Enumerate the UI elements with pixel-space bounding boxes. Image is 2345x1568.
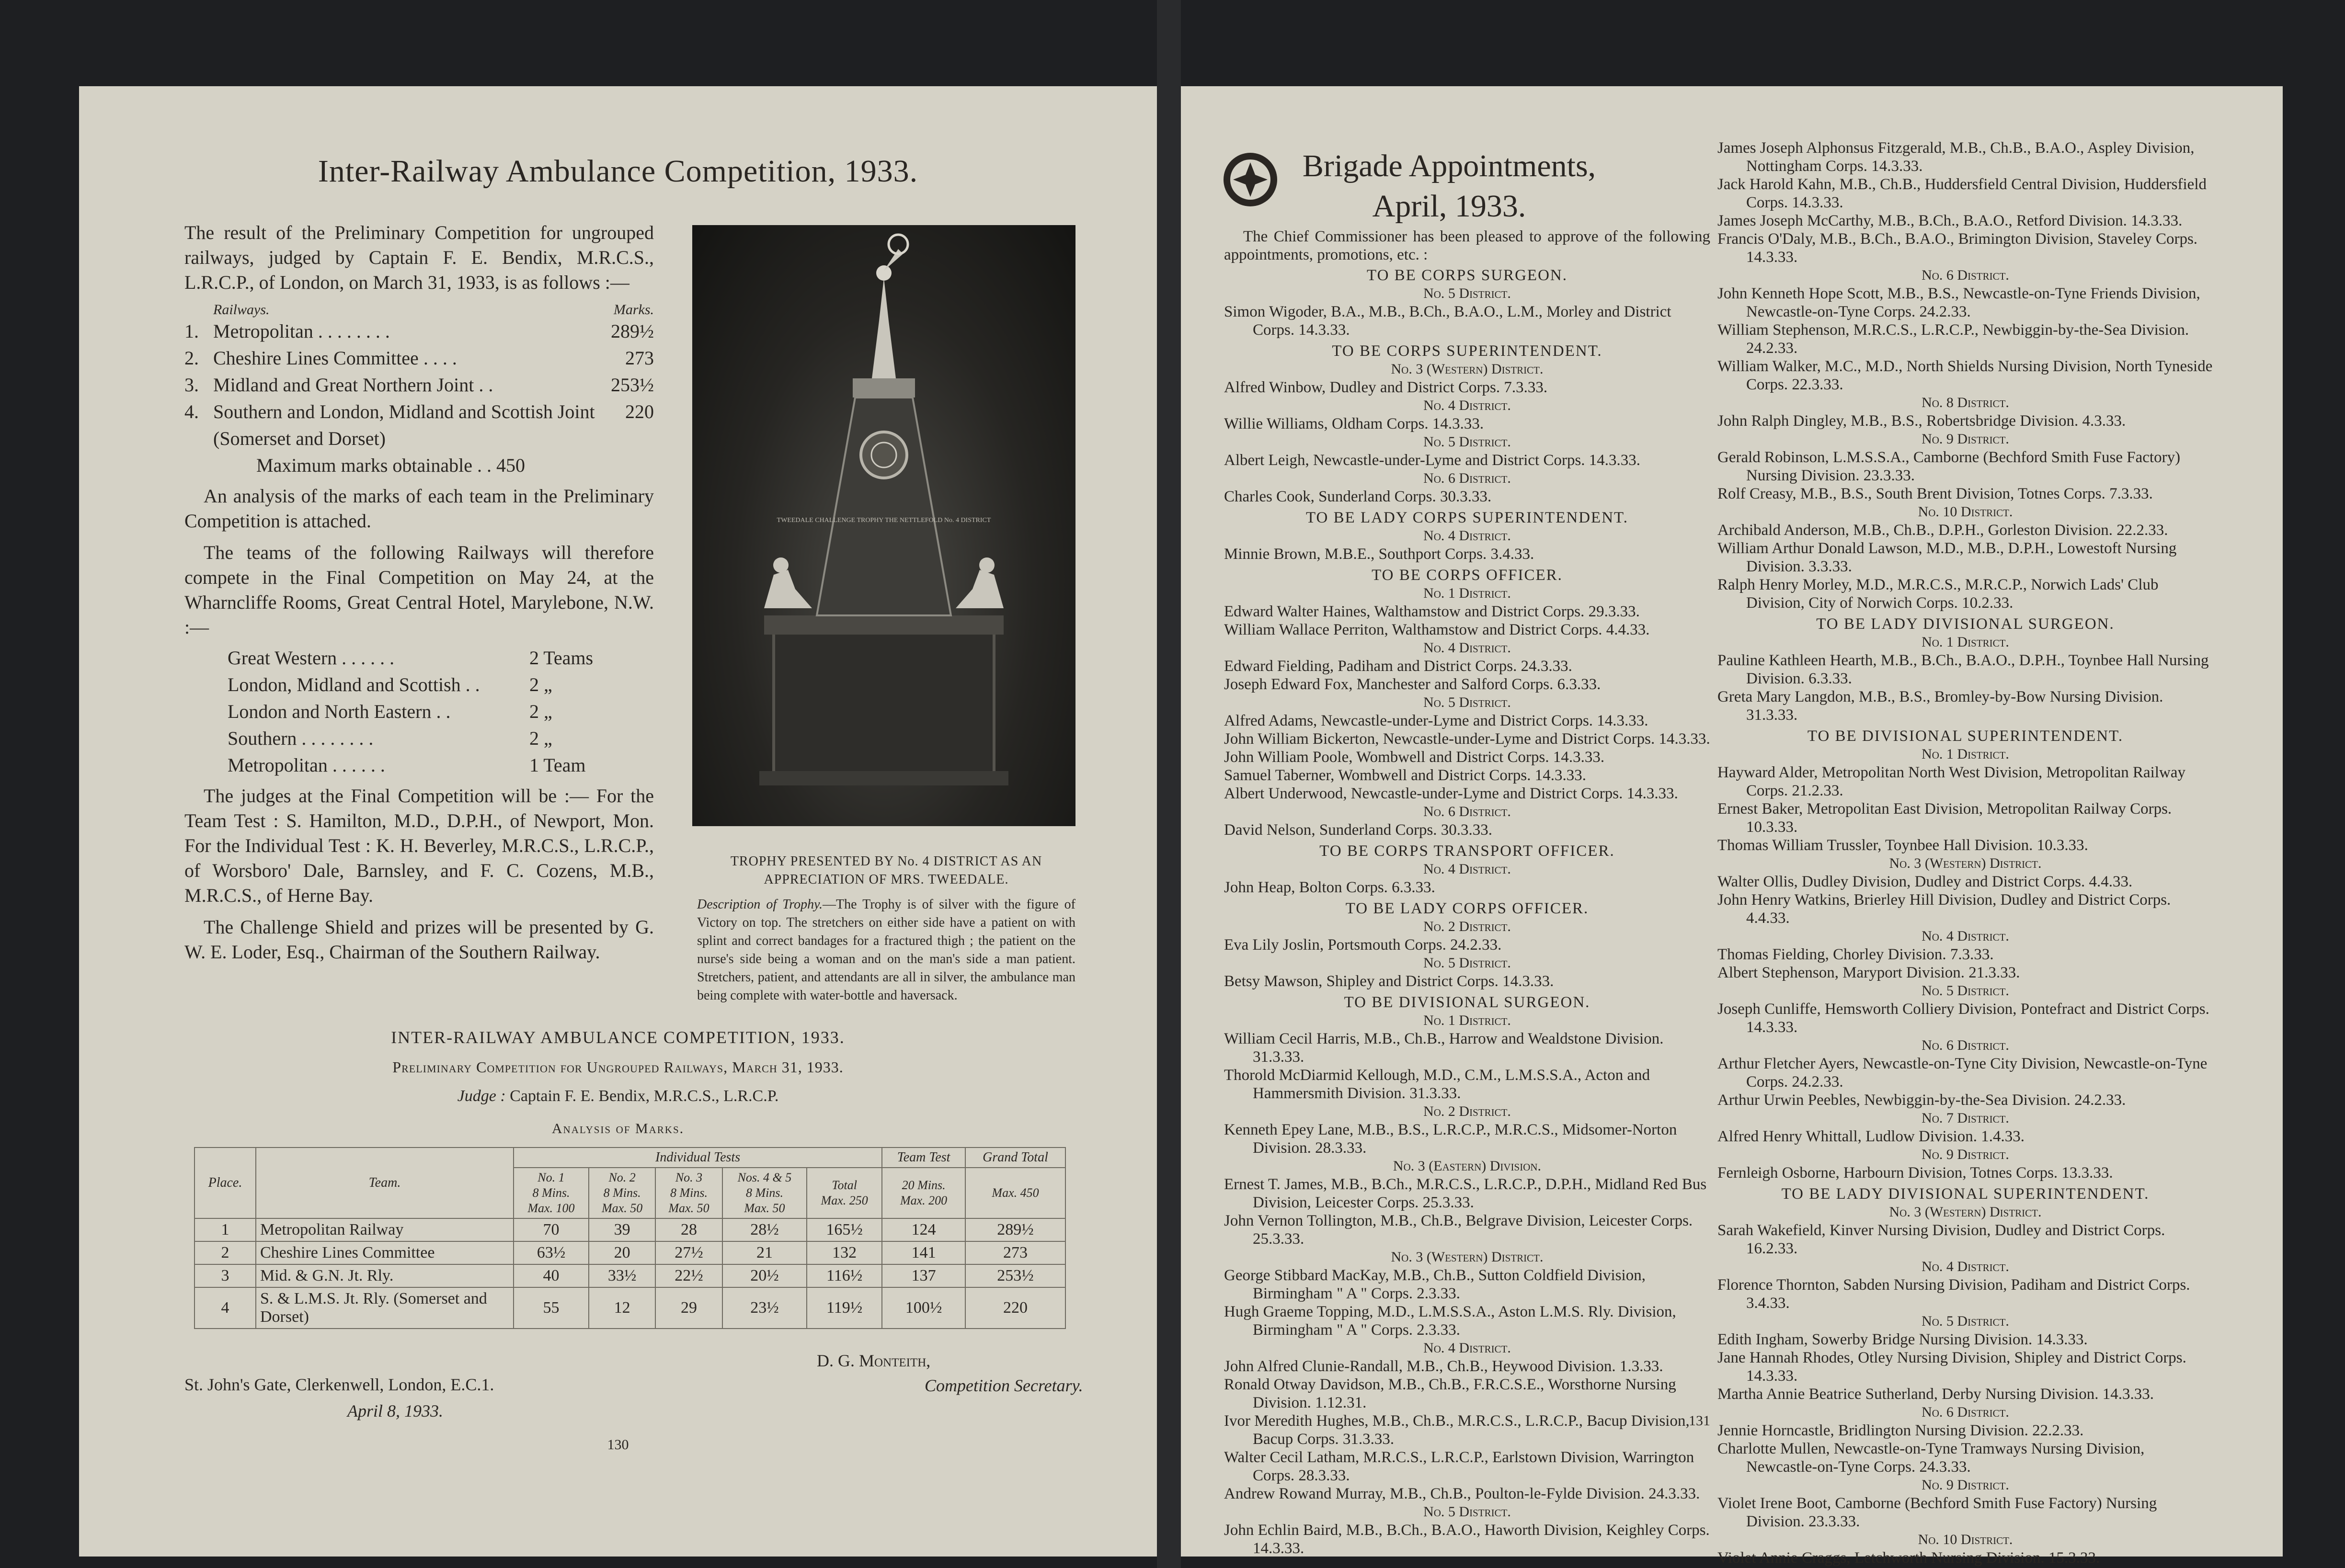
col-individual: Individual Tests [514,1148,882,1168]
result-row [184,318,654,345]
row-value: 253½ [965,1264,1065,1287]
col-grand: Grand Total [965,1148,1065,1168]
appointment-entry: James Joseph Alphonsus Fitzgerald, M.B., Ch.B., B.A.O., Aspley Division, Nottingham Corps. 14.3.33. [1717,139,2195,175]
result-railway: Metropolitan [213,320,313,342]
left-text-column [184,220,654,965]
district-heading: No. 4 District. [1423,861,1511,877]
row-value: 116½ [807,1264,882,1287]
trophy-photo [692,225,1075,826]
left-page [79,86,1157,1557]
row-value: 132 [807,1241,882,1264]
district-heading: No. 1 District. [1423,585,1511,601]
appointments-column-1 [1224,263,1710,1557]
appointment-entry: Fernleigh Osborne, Harbourn Division, Totnes Corps. 13.3.33. [1717,1164,2113,1182]
result-marks: 273 [625,347,654,369]
judge-line: Judge : Captain F. E. Bendix, M.R.C.S., L.R.C.P. [457,1087,779,1105]
appointment-entry: Violet Irene Boot, Camborne (Bechford Smith Fuse Factory) Nursing Division. 23.3.33. [1717,1495,2157,1530]
trophy-medallion [861,432,907,478]
district-heading: No. 9 District. [1922,1477,2009,1493]
teams-list [184,645,654,779]
district-heading: No. 6 District. [1922,1037,2009,1053]
district-heading: No. 4 District. [1922,1259,2009,1274]
district-heading: No. 4 District. [1423,398,1511,413]
photo-caption: TROPHY PRESENTED BY No. 4 DISTRICT AS AN APPRECIATION OF MRS. TWEEDALE. [730,854,1042,887]
row-team: Metropolitan Railway [256,1218,514,1241]
table-subheader-cell: Total Max. 250 [807,1168,882,1218]
appointment-entry: Pauline Kathleen Hearth, M.B., B.Ch., B.A.O., D.P.H., Toynbee Hall Nursing Division. 6.3.33. [1717,652,2209,687]
appointment-entry: Hayward Alder, Metropolitan North West Division, Metropolitan Railway Corps. 21.2.33. [1717,764,2185,799]
appointment-heading: TO BE CORPS SUPERINTENDENT. [1332,342,1602,360]
appointment-entry: Jennie Horncastle, Bridlington Nursing Division. 22.2.33. [1717,1422,2084,1439]
appointment-entry: Edward Fielding, Padiham and District Corps. 24.3.33. [1224,658,1572,675]
appointment-entry: Edward Walter Haines, Walthamstow and District Corps. 29.3.33. [1224,603,1640,620]
district-heading: No. 3 (Eastern) Division. [1393,1158,1542,1174]
row-value: 20½ [722,1264,807,1287]
st-john-badge-icon [1222,151,1279,208]
row-value: 23½ [722,1287,807,1329]
appointment-entry: Albert Stephenson, Maryport Division. 21.3.33. [1717,964,2020,981]
table-subheader-cell: Max. 450 [965,1168,1065,1218]
appointment-entry: John Henry Watkins, Brierley Hill Division, Dudley and District Corps. 4.4.33. [1717,891,2171,927]
signer-name: D. G. Monteith, [817,1351,931,1370]
victory-figure [872,278,896,378]
intro-paragraph: The result of the Preliminary Competition for ungrouped railways, judged by Captain F. E. Bendix, M.R.C.S., L.R.C.P., of London, on March 31, 1933, is as follows :— [184,222,654,293]
row-place: 4 [194,1287,256,1329]
row-team: Mid. & G.N. Jt. Rly. [256,1264,514,1287]
result-railway: Southern and London, Midland and Scottish Joint (Somerset and Dorset) [213,401,595,449]
stretcher-man [956,570,1004,608]
results-list [184,318,654,452]
appointment-entry: Ernest T. James, M.B., B.Ch., M.R.C.S., L.R.C.P., D.P.H., Midland Red Bus Division, Leicester Corps. 25.3.33. [1224,1176,1707,1211]
row-value: 165½ [807,1218,882,1241]
district-heading: No. 7 District. [1922,1110,2009,1126]
team-count: 1 Team [529,754,586,776]
appointment-entry: Ralph Henry Morley, M.D., M.R.C.S., M.R.C.P., Norwich Lads' Club Division, City of Norwich Corps. 10.2.33. [1717,576,2159,612]
appointment-entry: Charles Cook, Sunderland Corps. 30.3.33. [1224,488,1492,505]
row-value: 119½ [807,1287,882,1329]
appointment-entry: William Stephenson, M.R.C.S., L.R.C.P., Newbiggin-by-the-Sea Division. 24.2.33. [1717,321,2189,357]
appointment-entry: Thorold McDiarmid Kellough, M.D., C.M., L.M.S.S.A., Acton and Hammersmith Division. 31.3.33. [1224,1067,1650,1102]
result-marks: 253½ [611,374,654,396]
appointment-entry: Archibald Anderson, M.B., Ch.B., D.P.H., Gorleston Division. 22.2.33. [1717,522,2168,539]
appointment-entry: George Stibbard MacKay, M.B., Ch.B., Sutton Coldfield Division, Birmingham " A " Corps. 2.3.33. [1224,1267,1646,1302]
row-value: 220 [965,1287,1065,1329]
appointment-heading: TO BE LADY CORPS OFFICER. [1345,900,1589,917]
appointment-entry: Sarah Wakefield, Kinver Nursing Division, Dudley and District Corps. 16.2.33. [1717,1222,2165,1257]
row-value: 29 [655,1287,722,1329]
district-heading: No. 4 District. [1922,928,2009,944]
appointment-entry: John William Bickerton, Newcastle-under-Lyme and District Corps. 14.3.33. [1224,730,1710,748]
table-subheader-cell: No. 1 8 Mins. Max. 100 [514,1168,589,1218]
appointment-entry: Greta Mary Langdon, M.B., B.S., Bromley-by-Bow Nursing Division. 31.3.33. [1717,688,2163,724]
row-value: 27½ [655,1241,722,1264]
district-heading: No. 6 District. [1922,1404,2009,1420]
result-marks: 220 [625,401,654,422]
appointment-entry: Arthur Urwin Peebles, Newbiggin-by-the-Sea Division. 24.2.33. [1717,1091,2126,1109]
appointment-entry: Minnie Brown, M.B.E., Southport Corps. 3.4.33. [1224,545,1534,563]
row-value: 100½ [882,1287,965,1329]
appointment-entry: Hugh Graeme Topping, M.D., L.M.S.S.A., Aston L.M.S. Rly. Division, Birmingham " A " Corps. 2.3.33. [1224,1303,1676,1339]
appointment-entry: Ivor Meredith Hughes, M.B., Ch.B., M.R.C.S., L.R.C.P., Bacup Division, Bacup Corps. 31.3.33. [1224,1412,1690,1448]
appointment-entry: John Alfred Clunie-Randall, M.B., Ch.B., Heywood Division. 1.3.33. [1224,1358,1663,1375]
table-row [194,1241,1065,1264]
brigade-intro: The Chief Commissioner has been pleased to approve of the following appointments, promotions, etc. : [1224,228,1710,263]
team-count: 2 „ [529,727,552,749]
result-row [184,398,654,452]
team-railway: Great Western . . . . . . [228,647,395,669]
appointment-entry: Albert Underwood, Newcastle-under-Lyme and District Corps. 14.3.33. [1224,785,1678,802]
result-railway: Midland and Great Northern Joint [213,374,474,396]
trophy-illustration [692,225,1075,826]
appointment-entry: Violet Annie Craggs, Letchworth Nursing Division. 15.3.33. [1717,1549,2100,1567]
district-heading: No. 5 District. [1423,434,1511,450]
row-value: 137 [882,1264,965,1287]
team-railway: London, Midland and Scottish . . [228,674,480,695]
appointment-heading: TO BE LADY DIVISIONAL SURGEON. [1816,615,2115,633]
district-heading: No. 4 District. [1423,640,1511,656]
team-count: 2 „ [529,701,552,722]
row-value: 21 [722,1241,807,1264]
district-heading: No. 1 District. [1922,746,2009,762]
team-row [228,698,625,725]
district-heading: No. 2 District. [1423,919,1511,934]
appointment-entry: Joseph Edward Fox, Manchester and Salford Corps. 6.3.33. [1224,676,1601,693]
district-heading: No. 6 District. [1423,804,1511,819]
appointment-entry: Walter Cecil Latham, M.R.C.S., L.R.C.P., Earlstown Division, Warrington Corps. 28.3.33. [1224,1449,1694,1484]
result-dots: . . [479,374,493,396]
appointment-heading: TO BE CORPS TRANSPORT OFFICER. [1319,842,1615,860]
trophy-obelisk [817,398,951,615]
results-header: Railways. Marks. [213,302,654,318]
table-subheader-cell: No. 2 8 Mins. Max. 50 [589,1168,655,1218]
appointment-entry: Jane Hannah Rhodes, Otley Nursing Division, Shipley and District Corps. 14.3.33. [1717,1349,2186,1385]
trophy-engraving: TWEEDALE CHALLENGE TROPHY THE NETTLEFOLD No. 4 DISTRICT [777,517,991,524]
appointment-heading: TO BE DIVISIONAL SUPERINTENDENT. [1807,727,2124,745]
address: St. John's Gate, Clerkenwell, London, E.C.1. [184,1375,494,1394]
date-line: April 8, 1933. [347,1401,444,1420]
row-value: 22½ [655,1264,722,1287]
row-value: 289½ [965,1218,1065,1241]
appointment-entry: Joseph Cunliffe, Hemsworth Colliery Division, Pontefract and District Corps. 14.3.33. [1717,1000,2209,1036]
table-row [194,1264,1065,1287]
district-heading: No. 5 District. [1423,955,1511,971]
team-railway: London and North Eastern . . [228,701,451,722]
appointment-entry: Betsy Mawson, Shipley and District Corps. 14.3.33. [1224,973,1554,990]
result-marks: 289½ [611,320,654,342]
appointment-entry: Jack Harold Kahn, M.B., Ch.B., Huddersfield Central Division, Huddersfield Corps. 14.3.33. [1717,176,2207,211]
col-place: Place. [194,1148,256,1218]
trophy-plinth [774,625,994,773]
col-team: Team. [256,1148,514,1218]
stretcher-woman [764,570,812,608]
row-value: 40 [514,1264,589,1287]
district-heading: No. 4 District. [1423,1340,1511,1356]
appointment-entry: Thomas William Trussler, Toynbee Hall Division. 10.3.33. [1717,837,2088,854]
appointment-entry: Charlotte Mullen, Newcastle-on-Tyne Tramways Nursing Division, Newcastle-on-Tyne Corps. 24.3.33. [1717,1440,2145,1476]
appointment-entry: Samuel Taberner, Wombwell and District Corps. 14.3.33. [1224,767,1586,784]
row-place: 3 [194,1264,256,1287]
appointment-entry: Edith Ingham, Sowerby Bridge Nursing Division. 14.3.33. [1717,1331,2088,1348]
result-number: 1. [184,320,199,342]
row-value: 63½ [514,1241,589,1264]
row-value: 28 [655,1218,722,1241]
page-number: 130 [607,1437,629,1453]
trophy-plinth-base [759,771,1008,785]
appointment-entry: Thomas Fielding, Chorley Division. 7.3.33. [1717,946,1994,963]
table-title: INTER-RAILWAY AMBULANCE COMPETITION, 1933. [391,1028,845,1047]
signer-role: Competition Secretary. [925,1376,1083,1395]
analysis-title: Analysis of Marks. [551,1121,685,1136]
district-heading: No. 3 (Western) District. [1889,855,2042,871]
team-railway: Southern . . . . . . . . [228,727,374,749]
team-count: 2 Teams [529,647,594,669]
table-body [194,1218,1065,1329]
appointment-entry: Alfred Winbow, Dudley and District Corps. 7.3.33. [1224,379,1548,396]
appointment-entry: Martha Annie Beatrice Sutherland, Derby Nursing Division. 14.3.33. [1717,1386,2154,1403]
team-row [228,725,625,752]
appointment-entry: Kenneth Epey Lane, M.B., B.S., L.R.C.P., M.R.C.S., Midsomer-Norton Division. 28.3.33. [1224,1121,1677,1157]
row-value: 70 [514,1218,589,1241]
appointment-entry: Florence Thornton, Sabden Nursing Division, Padiham and District Corps. 3.4.33. [1717,1276,2190,1312]
appointment-entry: John William Poole, Wombwell and District Corps. 14.3.33. [1224,749,1605,766]
marks-table-wrap [194,1147,1066,1329]
appointment-entry: Eva Lily Joslin, Portsmouth Corps. 24.2.33. [1224,936,1502,954]
marks-table [194,1147,1066,1329]
appointment-entry: William Arthur Donald Lawson, M.D., M.B., D.P.H., Lowestoft Nursing Division. 3.3.33. [1717,540,2177,575]
team-row [228,752,625,779]
appointment-entry: William Wallace Perriton, Walthamstow and District Corps. 4.4.33. [1224,621,1650,638]
row-value: 141 [882,1241,965,1264]
team-row [228,645,625,671]
appointment-entry: John Kenneth Hope Scott, M.B., B.S., Newcastle-on-Tyne Friends Division, Newcastle-on-Tyne Corps. 24.2.33. [1717,285,2200,320]
team-count: 2 „ [529,674,552,695]
appointment-heading: TO BE LADY CORPS SUPERINTENDENT. [1305,509,1628,526]
analysis-paragraph: An analysis of the marks of each team in the Preliminary Competition is attached. [184,485,654,532]
result-railway: Cheshire Lines Committee [213,347,419,369]
appointment-heading: TO BE CORPS SURGEON. [1367,267,1567,284]
district-heading: No. 9 District. [1922,431,2009,447]
judges-paragraph: The judges at the Final Competition will be :— For the Team Test : S. Hamilton, M.D., D.P.H., of Newport, Mon. For the Individual Test : K. H. Beverley, M.R.C.S., L.R.C.P., of Worsboro' Dale, Barnsley, and F. C. Cozens, M.B., M.R.C.S., of Herne Bay. [184,785,654,906]
book-gutter [1157,0,1181,1568]
district-heading: No. 5 District. [1922,1313,2009,1329]
photo-description: Description of Trophy.—The Trophy is of silver with the figure of Victory on top. The stretchers on either side have a patient on with splint and correct bandages for a fractured thigh ; the patient on the nurse's side being a woman and on the man's side a man patient. Stretchers, patient, and attendants are all in silver, the ambulance man being complete with water-bottle and haversack. [697,897,1076,1003]
appointment-entry: William Cecil Harris, M.B., Ch.B., Harrow and Wealdstone Division. 31.3.33. [1224,1030,1664,1066]
district-heading: No. 6 District. [1423,470,1511,486]
trophy-cap [853,378,915,398]
appointment-entry: Ernest Baker, Metropolitan East Division, Metropolitan Railway Corps. 10.3.33. [1717,800,2172,836]
district-heading: No. 2 District. [1423,1103,1511,1119]
right-page [1181,86,2283,1567]
final-intro-paragraph: The teams of the following Railways will therefore compete in the Final Competition on May 24, at the Wharncliffe Rooms, Great Central Hotel, Marylebone, N.W. :— [184,542,654,638]
district-heading: No. 3 (Western) District. [1391,1249,1544,1265]
district-heading: No. 5 District. [1423,694,1511,710]
result-row [184,372,654,398]
district-heading: No. 5 District. [1922,983,2009,999]
table-subtitle: Preliminary Competition for Ungrouped Railways, March 31, 1933. [392,1058,844,1076]
table-row [194,1218,1065,1241]
row-value: 20 [589,1241,655,1264]
appointment-heading: TO BE LADY DIVISIONAL SUPERINTENDENT. [1781,1185,2150,1203]
district-heading: No. 4 District. [1423,528,1511,544]
row-value: 124 [882,1218,965,1241]
district-heading: No. 1 District. [1922,634,2009,650]
district-heading: No. 8 District. [1922,395,2009,410]
appointment-entry: John Vernon Tollington, M.B., Ch.B., Belgrave Division, Leicester Corps. 25.3.33. [1224,1212,1693,1248]
appointment-entry: John Heap, Bolton Corps. 6.3.33. [1224,879,1435,896]
table-subheader-cell: 20 Mins. Max. 200 [882,1168,965,1218]
team-row [228,671,625,698]
appointment-entry: Alfred Adams, Newcastle-under-Lyme and District Corps. 14.3.33. [1224,712,1648,729]
district-heading: No. 5 District. [1423,1504,1511,1520]
appointment-entry: Francis O'Daly, M.B., B.Ch., B.A.O., Brimington Division, Staveley Corps. 14.3.33. [1717,230,2198,266]
page-number: 131 [1689,1413,1710,1429]
district-heading: No. 6 District. [1922,267,2009,283]
row-value: 273 [965,1241,1065,1264]
appointment-entry: William Walker, M.C., M.D., North Shields Nursing Division, North Tyneside Corps. 22.3.33. [1717,358,2213,393]
trophy-plinth-top [764,615,1004,635]
row-value: 12 [589,1287,655,1329]
appointments-column-2 [1717,139,2213,1567]
appointment-entry: David Nelson, Sunderland Corps. 30.3.33. [1224,821,1493,839]
district-heading: No. 9 District. [1922,1147,2009,1162]
result-dots: . . . . [423,347,457,369]
page-title: Inter-Railway Ambulance Competition, 1933. [318,154,918,189]
district-heading: No. 1 District. [1423,1012,1511,1028]
row-place: 2 [194,1241,256,1264]
row-value: 28½ [722,1218,807,1241]
appointment-entry: James Joseph McCarthy, M.B., B.Ch., B.A.O., Retford Division. 14.3.33. [1717,212,2183,229]
team-railway: Metropolitan . . . . . . [228,754,385,776]
shield-paragraph: The Challenge Shield and prizes will be presented by G. W. E. Loder, Esq., Chairman of the Southern Railway. [184,916,654,963]
appointment-entry: Willie Williams, Oldham Corps. 14.3.33. [1224,415,1484,432]
appointment-entry: Simon Wigoder, B.A., M.B., B.Ch., B.A.O., L.M., Morley and District Corps. 14.3.33. [1224,303,1671,339]
row-value: 33½ [589,1264,655,1287]
row-team: S. & L.M.S. Jt. Rly. (Somerset and Dorset) [256,1287,514,1329]
district-heading: No. 3 (Western) District. [1391,361,1544,377]
appointment-entry: Arthur Fletcher Ayers, Newcastle-on-Tyne City Division, Newcastle-on-Tyne Corps. 24.2.33. [1717,1055,2208,1091]
appointment-entry: Rolf Creasy, M.B., B.S., South Brent Division, Totnes Corps. 7.3.33. [1717,485,2153,502]
result-number: 2. [184,347,199,369]
brigade-title: Brigade Appointments, April, 1933. [1302,148,1596,224]
appointment-entry: Walter Ollis, Dudley Division, Dudley and District Corps. 4.4.33. [1717,873,2133,890]
appointment-entry: Albert Leigh, Newcastle-under-Lyme and District Corps. 14.3.33. [1224,452,1641,469]
district-heading: No. 10 District. [1918,504,2013,520]
appointment-entry: John Echlin Baird, M.B., B.Ch., B.A.O., Haworth Division, Keighley Corps. 14.3.33. [1224,1522,1710,1557]
appointment-entry: Ronald Otway Davidson, M.B., Ch.B., F.R.C.S.E., Worsthorne Nursing Division. 1.12.31. [1224,1376,1676,1411]
appointment-heading: TO BE CORPS OFFICER. [1372,567,1563,584]
appointment-heading: TO BE DIVISIONAL SURGEON. [1344,994,1590,1011]
result-row [184,345,654,372]
row-value: 39 [589,1218,655,1241]
result-number: 4. [184,401,199,422]
table-row [194,1287,1065,1329]
result-number: 3. [184,374,199,396]
appointment-entry: Gerald Robinson, L.M.S.S.A., Camborne (Bechford Smith Fuse Factory) Nursing Division. 23.3.33. [1717,449,2181,484]
row-place: 1 [194,1218,256,1241]
appointment-entry: Alfred Henry Whittall, Ludlow Division. 1.4.33. [1717,1128,2025,1145]
appointment-entry: John Ralph Dingley, M.B., B.S., Robertsbridge Division. 4.3.33. [1717,412,2126,430]
district-heading: No. 10 District. [1918,1532,2013,1547]
district-heading: No. 3 (Western) District. [1889,1204,2042,1220]
col-team-test: Team Test [882,1148,965,1168]
max-marks: Maximum marks obtainable . . 450 [256,454,526,476]
appointment-entry: Andrew Rowand Murray, M.B., Ch.B., Poulton-le-Fylde Division. 24.3.33. [1224,1485,1700,1502]
table-subheader-cell: No. 3 8 Mins. Max. 50 [655,1168,722,1218]
row-team: Cheshire Lines Committee [256,1241,514,1264]
row-value: 55 [514,1287,589,1329]
district-heading: No. 5 District. [1423,285,1511,301]
result-dots: . . . . . . . . [318,320,390,342]
table-subheader-cell: Nos. 4 & 5 8 Mins. Max. 50 [722,1168,807,1218]
